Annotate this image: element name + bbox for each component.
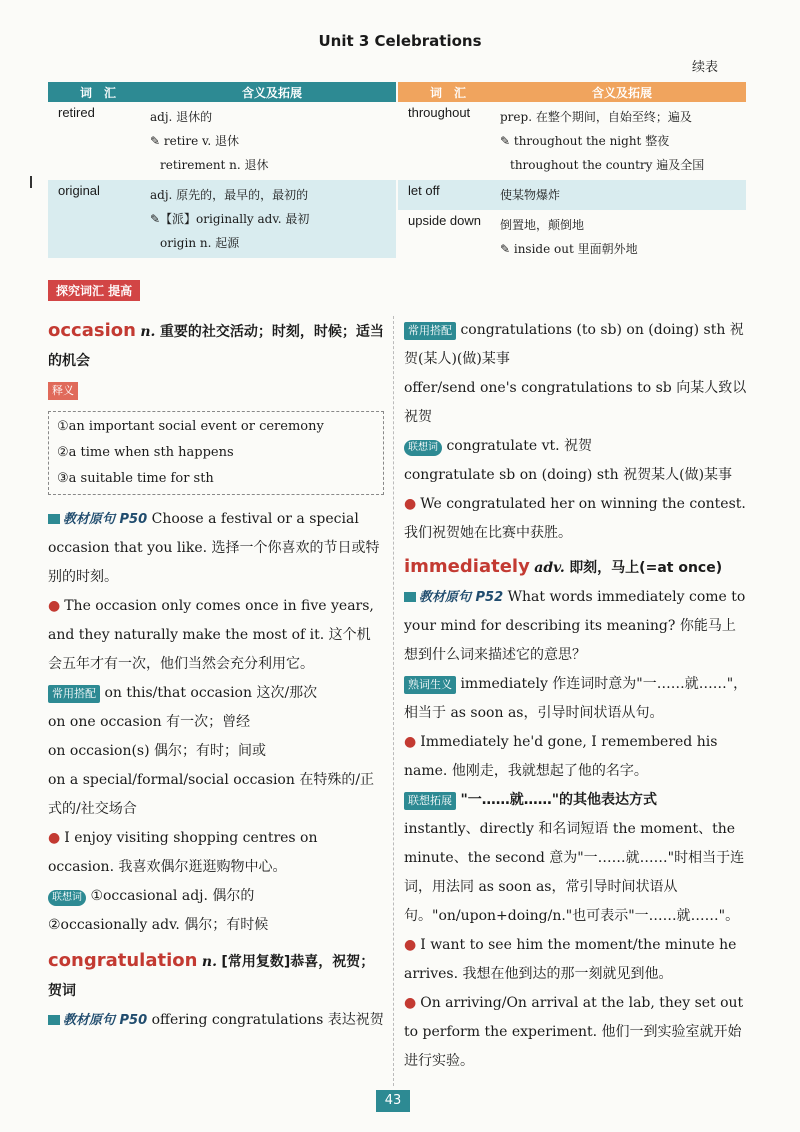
association-tag: 联想词 (48, 890, 86, 906)
page-title: Unit 3 Celebrations (318, 32, 482, 50)
vocab-line: ✎【派】originally adv. 最初 (150, 212, 310, 226)
extension-tag: 联想拓展 (404, 792, 456, 810)
table-row (398, 102, 746, 180)
source-sentence (48, 1006, 384, 1035)
headword: immediately (404, 556, 530, 577)
association (48, 882, 384, 940)
collocation-line: on one occasion 有一次；曾经 (48, 714, 251, 730)
collocation-tag: 常用搭配 (404, 322, 456, 340)
headword: congratulation (48, 950, 198, 971)
collocations (48, 679, 384, 824)
source-sentence (404, 583, 748, 670)
vocab-line: throughout the country 遍及全国 (510, 158, 705, 172)
vocab-line: retirement n. 退休 (160, 158, 269, 172)
definition-line: ③a suitable time for sth (57, 471, 214, 486)
collocation-line: offer/send one's congratulations to sb 向某人致以祝贺 (404, 380, 747, 425)
bullet-icon: ● (48, 830, 61, 846)
table-header (398, 82, 746, 102)
vocab-line: 使某物爆炸 (500, 188, 561, 202)
definition-line: ①an important social event or ceremony (57, 419, 324, 434)
col-word-header: 词 汇 (79, 85, 116, 100)
table-header (48, 82, 396, 102)
collocation-line: on occasion(s) 偶尔；有时；间或 (48, 743, 267, 759)
source-marker-icon (48, 1015, 60, 1025)
association-line: congratulate sb on (doing) sth 祝贺某人(做)某事 (404, 467, 733, 483)
vocab-table-right (398, 82, 746, 264)
bullet-icon: ● (404, 496, 417, 512)
vocab-line: adj. 原先的，最早的，最初的 (150, 188, 309, 202)
source-text: offering congratulations 表达祝贺 (151, 1012, 384, 1028)
vocab-line: 倒置地，颠倒地 (500, 218, 585, 232)
meaning: 重要的社交活动；时刻，时候；适当的机会 (48, 324, 384, 369)
vocab-line: origin n. 起源 (160, 236, 240, 250)
association-line: ②occasionally adv. 偶尔；有时候 (48, 917, 269, 933)
part-of-speech: n. (140, 324, 156, 340)
example-sentence (404, 931, 748, 989)
meaning: 即刻，马上(=at once) (569, 560, 723, 576)
entry-occasion (48, 316, 384, 376)
bullet-icon: ● (404, 937, 417, 953)
vocab-line: prep. 在整个期间，自始至终；遍及 (500, 110, 692, 124)
right-column (404, 316, 748, 1076)
vocab-line: adj. 退休的 (150, 110, 213, 124)
example-sentence (48, 824, 384, 882)
new-meaning (404, 670, 748, 728)
part-of-speech: n. (201, 954, 217, 970)
source-marker-icon (404, 592, 416, 602)
new-meaning-tag: 熟词生义 (404, 676, 456, 694)
section-banner: 探究词汇 提高 (48, 280, 140, 301)
new-meaning-text: immediately 作连词时意为"一……就……"，相当于 as soon as，引导时间状语从句。 (404, 676, 748, 721)
vocab-line: ✎ inside out 里面朝外地 (500, 242, 638, 256)
table-row (398, 180, 746, 210)
source-tag: 教材原句 P50 (63, 1013, 148, 1028)
entry-congratulation (48, 946, 384, 1006)
vocab-word: original (58, 183, 100, 198)
vocab-word: let off (408, 183, 440, 198)
association-line: ①occasional adj. 偶尔的 (90, 888, 255, 904)
association (404, 432, 748, 490)
definition-box (48, 411, 384, 495)
collocation-line: congratulations (to sb) on (doing) sth 祝贺(某人)(做)某事 (404, 322, 744, 367)
col-meaning-header: 含义及拓展 (241, 85, 302, 100)
column-divider (393, 316, 394, 1086)
example-text: We congratulated her on winning the contest. 我们祝贺她在比赛中获胜。 (404, 496, 746, 541)
source-sentence (48, 505, 384, 592)
vocab-word: throughout (408, 105, 471, 120)
part-of-speech: adv. (534, 560, 565, 576)
vocab-line: ✎ retire v. 退休 (150, 134, 240, 148)
meaning: [常用复数]恭喜，祝贺；贺词 (48, 954, 375, 999)
example-sentence (404, 490, 748, 548)
definition-line: ②a time when sth happens (57, 445, 234, 460)
extension-title: "一……就……"的其他表达方式 (460, 792, 658, 808)
source-marker-icon (48, 514, 60, 524)
source-text: Choose a festival or a special occasion that you like. 选择一个你喜欢的节日或特别的时刻。 (48, 511, 380, 585)
example-sentence (404, 728, 748, 786)
entry-immediately (404, 552, 748, 583)
bullet-icon: ● (404, 734, 417, 750)
example-text: On arriving/On arrival at the lab, they set out to perform the experiment. 他们一到实验室就开始进行实验。 (404, 995, 744, 1069)
vocab-line: ✎ throughout the night 整夜 (500, 134, 670, 148)
margin-mark (30, 176, 32, 188)
collocation-tag: 常用搭配 (48, 685, 100, 703)
left-column (48, 316, 384, 1035)
example-text: Immediately he'd gone, I remembered his name. 他刚走，我就想起了他的名字。 (404, 734, 718, 779)
source-text: What words immediately come to your mind for describing its meaning? 你能马上想到什么词来描述它的意思？ (404, 589, 746, 663)
page-number: 43 (376, 1090, 410, 1112)
extension (404, 786, 748, 931)
example-text: I enjoy visiting shopping centres on occasion. 我喜欢偶尔逛逛购物中心。 (48, 830, 318, 875)
example-sentence (404, 989, 748, 1076)
collocation-line: on this/that occasion 这次/那次 (104, 685, 318, 701)
table-row (48, 180, 396, 258)
vocab-table-left (48, 82, 396, 258)
bullet-icon: ● (404, 995, 417, 1011)
example-text: I want to see him the moment/the minute he arrives. 我想在他到达的那一刻就见到他。 (404, 937, 737, 982)
association-line: congratulate vt. 祝贺 (446, 438, 593, 454)
col-word-header: 词 汇 (429, 85, 466, 100)
source-tag: 教材原句 P52 (419, 590, 504, 605)
vocab-word: retired (58, 105, 95, 120)
bullet-icon: ● (48, 598, 61, 614)
source-tag: 教材原句 P50 (63, 512, 148, 527)
table-row (48, 102, 396, 180)
col-meaning-header: 含义及拓展 (591, 85, 652, 100)
extension-text: instantly、directly 和名词短语 the moment、the minute、the second 意为"一……就……"时相当于连词，用法同 as soon as，常引导时间状语从句。"on/upon+doing/n."也可表示"一……就……"。 (404, 821, 745, 924)
definition-tag: 释义 (48, 382, 78, 400)
headword: occasion (48, 320, 136, 341)
example-sentence (48, 592, 384, 679)
collocation-line: on a special/formal/social occasion 在特殊的/正式的/社交场合 (48, 772, 375, 817)
example-text: The occasion only comes once in five years, and they naturally make the most of it. 这个机会五年才有一次，他们当然会充分利用它。 (48, 598, 374, 672)
collocations (404, 316, 748, 432)
association-tag: 联想词 (404, 440, 442, 456)
table-row (398, 210, 746, 264)
continued-label: 续表 (691, 60, 718, 75)
vocab-word: upside down (408, 213, 481, 228)
